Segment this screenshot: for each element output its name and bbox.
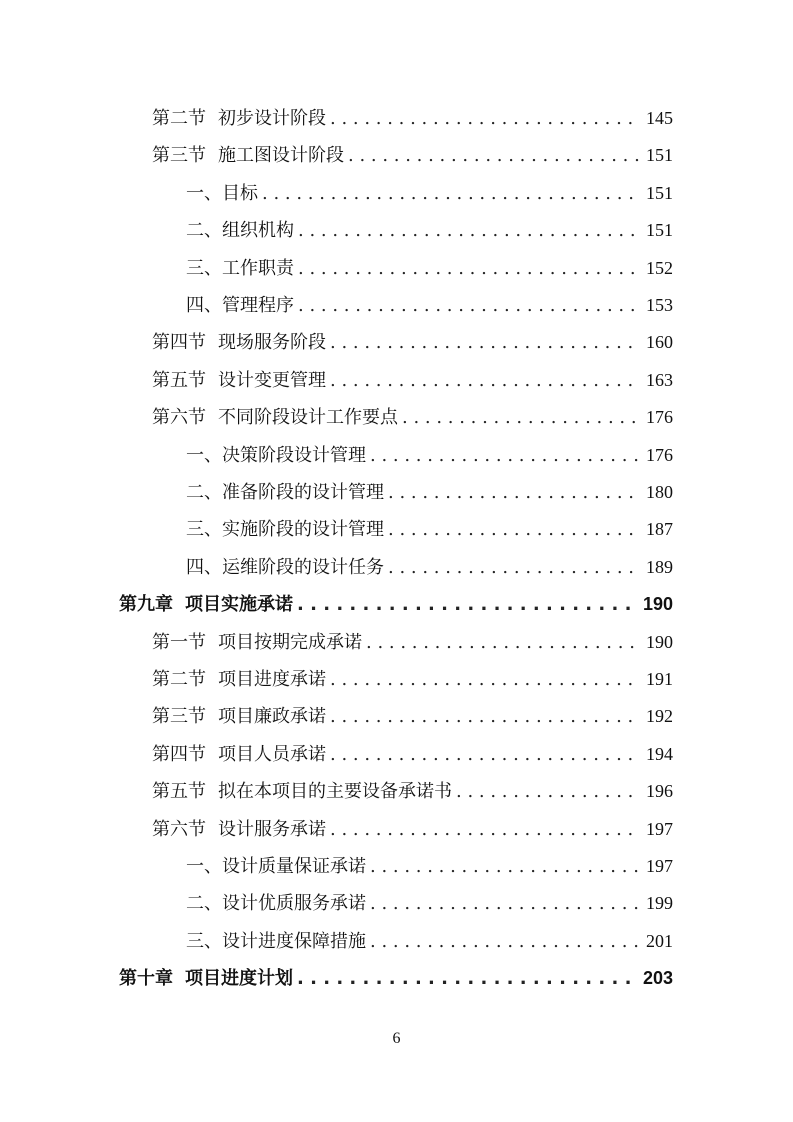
toc-entry-prefix: 二、 — [186, 893, 222, 915]
toc-entry-page: 187 — [646, 519, 673, 540]
toc-entry-title: 现场服务阶段 — [218, 332, 326, 354]
toc-entry-page: 197 — [646, 818, 673, 839]
toc-entry-title: 管理程序 — [222, 295, 294, 316]
toc-entry[interactable] — [152, 736, 673, 773]
toc-entry-prefix: 第五节 — [152, 781, 206, 803]
toc-entry-page: 197 — [646, 856, 673, 876]
toc-entry[interactable] — [152, 811, 673, 848]
toc-entry-title: 项目廉政承诺 — [218, 706, 326, 728]
toc-entry-prefix: 四、 — [186, 295, 222, 316]
toc-entry-title: 决策阶段设计管理 — [222, 444, 366, 466]
toc-entry-title: 施工图设计阶段 — [218, 145, 344, 167]
toc-entry-prefix: 第一节 — [152, 631, 206, 653]
toc-entry[interactable] — [186, 287, 673, 324]
toc-entry-title: 拟在本项目的主要设备承诺书 — [218, 781, 452, 803]
dot-leader — [388, 474, 640, 511]
toc-entry-title: 项目按期完成承诺 — [218, 631, 362, 653]
toc-entry-prefix: 第六节 — [152, 818, 206, 840]
toc-entry-prefix: 第三节 — [152, 145, 206, 167]
dot-leader — [330, 698, 640, 735]
dot-leader — [330, 362, 640, 399]
toc-entry-title: 项目人员承诺 — [218, 743, 326, 765]
toc-entry[interactable] — [152, 399, 673, 436]
toc-entry[interactable] — [152, 773, 673, 810]
toc-entry-title: 项目进度计划 — [185, 968, 293, 990]
toc-entry-page: 189 — [646, 556, 673, 577]
toc-entry-page: 160 — [646, 332, 673, 353]
toc-entry-prefix: 第四节 — [152, 743, 206, 765]
toc-entry[interactable] — [186, 474, 673, 511]
toc-entry-prefix: 第二节 — [152, 669, 206, 690]
toc-entry-page: 190 — [642, 594, 673, 615]
toc-entry-prefix: 三、 — [186, 257, 222, 279]
toc-entry-title: 设计服务承诺 — [218, 818, 326, 840]
toc-entry[interactable] — [152, 661, 673, 698]
toc-entry[interactable] — [186, 212, 673, 249]
toc-entry[interactable] — [186, 848, 673, 885]
toc-entry[interactable] — [186, 923, 673, 960]
toc-entry-title: 组织机构 — [222, 220, 294, 242]
dot-leader — [370, 885, 640, 922]
toc-entry-prefix: 三、 — [186, 930, 222, 952]
toc-entry[interactable] — [186, 175, 673, 212]
dot-leader — [330, 324, 640, 361]
toc-entry-title: 设计进度保障措施 — [222, 930, 366, 952]
toc-entry[interactable] — [186, 250, 673, 287]
dot-leader — [298, 250, 640, 287]
toc-entry-title: 设计优质服务承诺 — [222, 893, 366, 915]
toc-entry-page: 153 — [646, 295, 673, 315]
dot-leader — [370, 848, 640, 885]
toc-entry-title: 目标 — [222, 182, 258, 204]
toc-entry-title: 运维阶段的设计任务 — [222, 556, 384, 578]
dot-leader — [456, 773, 640, 810]
toc-entry-page: 176 — [646, 444, 673, 465]
dot-leader — [370, 923, 640, 960]
toc-entry-title: 设计质量保证承诺 — [222, 856, 366, 877]
dot-leader — [348, 137, 640, 174]
toc-entry[interactable] — [186, 437, 673, 474]
toc-entry-page: 192 — [646, 706, 673, 727]
toc-entry-page: 199 — [646, 893, 673, 914]
toc-entry-page: 163 — [646, 369, 673, 390]
toc-entry[interactable] — [186, 549, 673, 586]
toc-chapter-entry[interactable] — [119, 960, 673, 997]
toc-entry-prefix: 第十章 — [119, 968, 173, 990]
toc-entry-title: 项目实施承诺 — [185, 594, 293, 616]
toc-entry-page: 176 — [646, 407, 673, 428]
toc-entry-page: 190 — [646, 631, 673, 652]
dot-leader — [297, 586, 637, 623]
toc-entry-title: 设计变更管理 — [218, 369, 326, 391]
dot-leader — [366, 624, 640, 661]
dot-leader — [298, 287, 640, 324]
toc-entry-prefix: 第六节 — [152, 407, 206, 429]
toc-entry-page: 145 — [646, 108, 673, 128]
toc-entry-prefix: 一、 — [186, 182, 222, 204]
toc-entry[interactable] — [152, 362, 673, 399]
toc-entry-page: 180 — [646, 482, 673, 502]
toc-entry-page: 194 — [646, 743, 673, 764]
dot-leader — [297, 960, 637, 997]
toc-entry-page: 203 — [642, 968, 673, 989]
dot-leader — [402, 399, 640, 436]
toc-entry-prefix: 二、 — [186, 482, 222, 503]
toc-entry-prefix: 三、 — [186, 519, 222, 541]
toc-entry-prefix: 一、 — [186, 444, 222, 466]
toc-entry[interactable] — [152, 624, 673, 661]
toc-entry-page: 196 — [646, 781, 673, 802]
dot-leader — [388, 549, 640, 586]
dot-leader — [262, 175, 640, 212]
toc-entry[interactable] — [152, 137, 673, 174]
toc-entry-prefix: 第三节 — [152, 706, 206, 728]
dot-leader — [370, 437, 640, 474]
toc-entry-title: 实施阶段的设计管理 — [222, 519, 384, 541]
toc-chapter-entry[interactable] — [119, 586, 673, 623]
page-number: 6 — [392, 1030, 401, 1047]
toc-entry-prefix: 第四节 — [152, 332, 206, 354]
dot-leader — [388, 511, 640, 548]
dot-leader — [298, 212, 640, 249]
dot-leader — [330, 100, 640, 137]
toc-entry-title: 初步设计阶段 — [218, 108, 326, 129]
toc-entry-page: 201 — [646, 930, 673, 951]
toc-entry[interactable] — [186, 511, 673, 548]
toc-entry-prefix: 二、 — [186, 220, 222, 242]
toc-entry-page: 151 — [646, 145, 673, 166]
toc-entry-title: 项目进度承诺 — [218, 669, 326, 690]
toc-entry-prefix: 四、 — [186, 556, 222, 578]
toc-entry-prefix: 第五节 — [152, 369, 206, 391]
toc-entry-title: 准备阶段的设计管理 — [222, 482, 384, 503]
dot-leader — [330, 811, 640, 848]
toc-entry-page: 151 — [646, 220, 673, 241]
dot-leader — [330, 736, 640, 773]
toc-entry-page: 152 — [646, 257, 673, 278]
toc-entry-prefix: 第九章 — [119, 594, 173, 616]
toc-entry-page: 151 — [646, 182, 673, 203]
toc-entry[interactable] — [186, 885, 673, 922]
toc-entry[interactable] — [152, 100, 673, 137]
dot-leader — [330, 661, 640, 698]
toc-entry-title: 不同阶段设计工作要点 — [218, 407, 398, 429]
toc-entry[interactable] — [152, 698, 673, 735]
toc-entry-page: 191 — [646, 669, 673, 689]
toc-entry-prefix: 第二节 — [152, 108, 206, 129]
toc-entry-prefix: 一、 — [186, 856, 222, 877]
toc-entry[interactable] — [152, 324, 673, 361]
toc-entry-title: 工作职责 — [222, 257, 294, 279]
